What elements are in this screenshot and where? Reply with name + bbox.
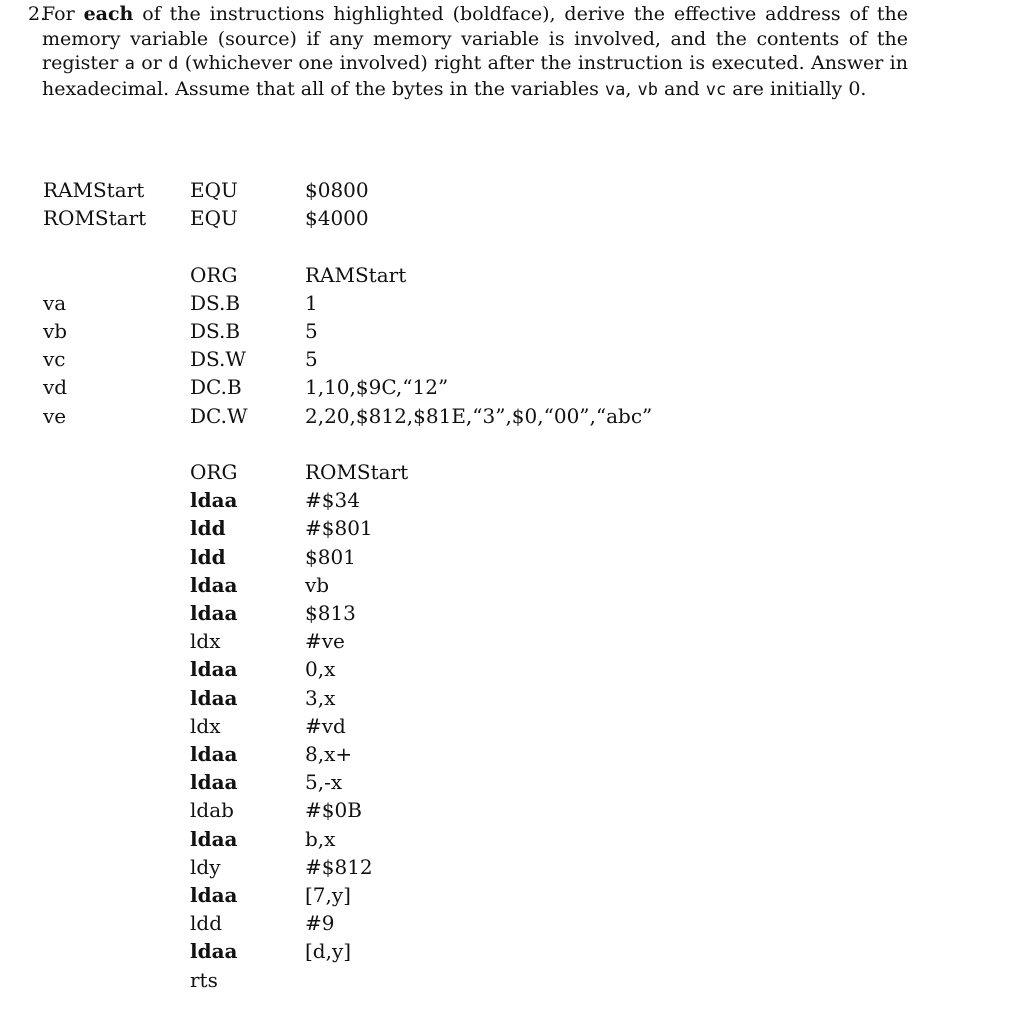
listing-line	[0, 627, 1024, 655]
register-a: a	[124, 54, 135, 74]
line-opcode: DS.B	[190, 290, 241, 315]
line-operand: 5	[305, 347, 318, 372]
question-text-part: (whichever one involved) right after the instruction is executed. Answer in hexadecimal. Assume that all of the bytes in the variables	[42, 52, 908, 100]
listing-line	[0, 289, 1024, 317]
line-label: RAMStart	[43, 178, 145, 202]
line-operand: 2,20,$812,$81E,“3”,$0,“00”,“abc”	[305, 403, 653, 428]
line-operand: ROMStart	[305, 460, 409, 484]
line-opcode: ldaa	[190, 657, 238, 682]
line-opcode: ldaa	[190, 826, 238, 851]
line-label: ve	[43, 403, 67, 428]
listing-line	[0, 796, 1024, 824]
line-opcode: ldd	[190, 516, 226, 541]
listing-line	[0, 825, 1024, 853]
line-opcode: ldd	[190, 544, 226, 569]
listing-line	[0, 655, 1024, 683]
listing-line	[0, 514, 1024, 542]
line-operand: $801	[305, 544, 356, 569]
listing-line	[0, 204, 1024, 232]
listing-line	[0, 599, 1024, 627]
line-operand: #$801	[305, 516, 373, 541]
line-operand: #$812	[305, 854, 373, 879]
line-operand: #$0B	[305, 798, 362, 823]
line-operand: [7,y]	[305, 883, 351, 907]
listing-line	[0, 966, 1024, 994]
register-d: d	[168, 54, 179, 74]
listing-line	[0, 937, 1024, 965]
line-opcode: ldaa	[190, 601, 238, 625]
question-text-part: ,	[625, 77, 638, 100]
line-operand: $0800	[305, 178, 369, 202]
line-opcode: EQU	[190, 178, 238, 202]
variable-va: va	[604, 79, 626, 100]
question-text-part: and	[657, 77, 706, 100]
line-label: va	[43, 290, 67, 315]
line-opcode: ldaa	[190, 770, 238, 795]
listing-line	[0, 261, 1024, 289]
line-operand: vb	[305, 572, 330, 597]
listing-line	[0, 684, 1024, 712]
listing-line	[0, 543, 1024, 571]
line-opcode: DS.B	[190, 319, 241, 343]
line-opcode: EQU	[190, 206, 238, 231]
line-opcode: ldaa	[190, 572, 238, 597]
line-opcode: ldab	[190, 798, 234, 823]
question-number: 2.	[28, 3, 47, 25]
line-opcode: ldx	[190, 713, 221, 738]
line-opcode: ldaa	[190, 488, 238, 513]
line-operand: #vd	[305, 713, 346, 738]
listing-line	[0, 853, 1024, 881]
line-label: vd	[43, 375, 68, 400]
line-operand: $4000	[305, 206, 369, 231]
line-label: vc	[43, 347, 66, 372]
line-opcode: ldaa	[190, 939, 238, 964]
listing-line	[0, 909, 1024, 937]
line-opcode: DC.B	[190, 375, 242, 400]
line-operand: $813	[305, 601, 356, 625]
variable-vb: vb	[637, 79, 658, 100]
listing-line	[0, 373, 1024, 401]
line-opcode: ORG	[190, 460, 238, 484]
line-opcode: ORG	[190, 262, 238, 287]
line-label: ROMStart	[43, 206, 147, 231]
line-operand: RAMStart	[305, 262, 407, 287]
line-operand: #9	[305, 911, 335, 936]
question-text-part: are initially 0.	[726, 77, 867, 100]
line-label: vb	[43, 319, 68, 343]
line-opcode: ldd	[190, 911, 223, 936]
line-operand: 3,x	[305, 685, 336, 710]
line-operand: 1,10,$9C,“12”	[305, 375, 449, 400]
line-opcode: ldx	[190, 629, 221, 654]
listing-line	[0, 402, 1024, 430]
listing-line	[0, 712, 1024, 740]
line-opcode: ldaa	[190, 685, 238, 710]
listing-line	[0, 740, 1024, 768]
line-opcode: ldy	[190, 854, 221, 879]
listing-line	[0, 345, 1024, 373]
line-opcode: DS.W	[190, 347, 246, 372]
line-operand: [d,y]	[305, 939, 352, 964]
question-text-part: or	[134, 52, 169, 74]
line-operand: #ve	[305, 629, 345, 654]
line-operand: 5,-x	[305, 770, 343, 795]
listing-line	[0, 571, 1024, 599]
listing-line	[0, 881, 1024, 909]
line-opcode: DC.W	[190, 403, 248, 428]
line-opcode: ldaa	[190, 883, 238, 907]
line-operand: b,x	[305, 826, 336, 851]
line-operand: #$34	[305, 488, 360, 513]
question-text-part: of the instructions highlighted (boldface), derive the effective address of the memory variable (source) if any memory variable is involved, and the contents of the register	[42, 3, 908, 74]
listing-line	[0, 458, 1024, 486]
listing-line	[0, 768, 1024, 796]
listing-line	[0, 486, 1024, 514]
listing-line	[0, 317, 1024, 345]
line-opcode: rts	[190, 967, 218, 992]
variable-vc: vc	[705, 79, 727, 100]
question-text-part: For	[42, 3, 84, 25]
emphasis-each: each	[83, 3, 134, 25]
line-operand: 1	[305, 290, 318, 315]
line-operand: 0,x	[305, 657, 336, 682]
listing-line	[0, 176, 1024, 204]
line-operand: 8,x+	[305, 742, 353, 766]
line-operand: 5	[305, 319, 318, 343]
line-opcode: ldaa	[190, 742, 238, 766]
